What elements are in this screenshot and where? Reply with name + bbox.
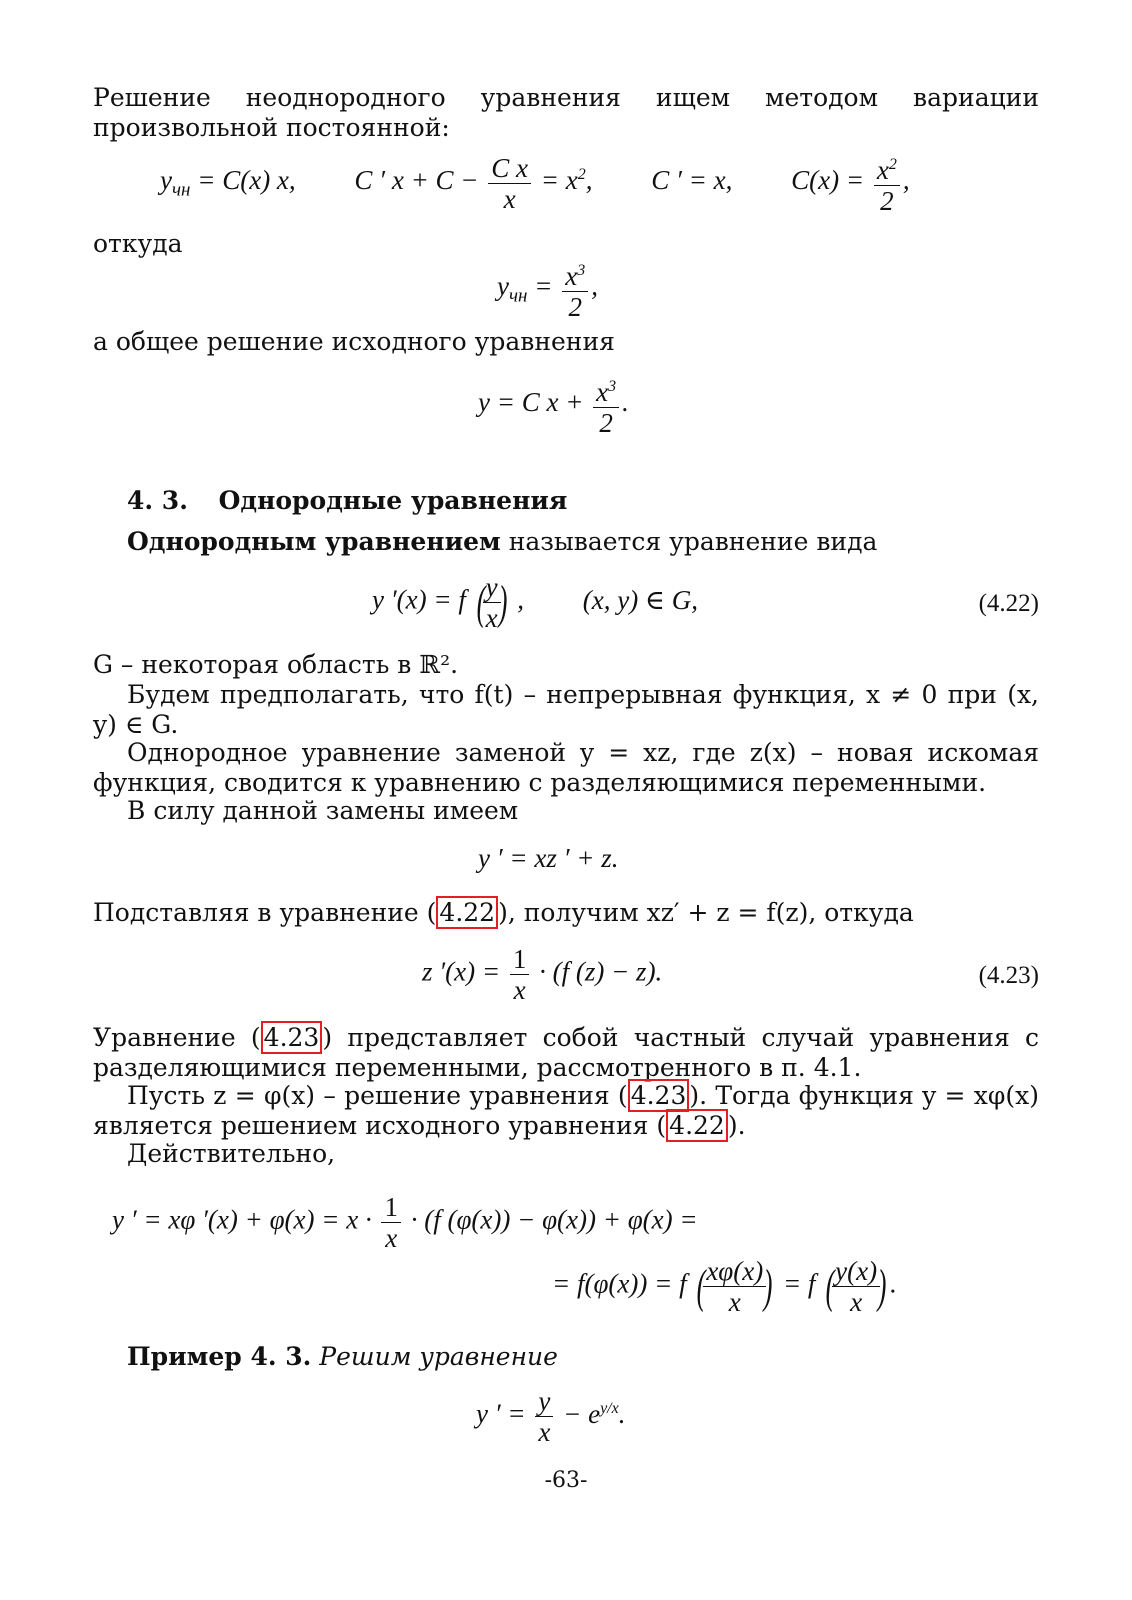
paragraph-variation: Решение неоднородного уравнения ищем методом вариации произвольной постоянной:: [93, 83, 1039, 142]
paragraph-let: Пусть z = φ(x) – решение уравнения ( 4.23 ). Тогда функция y = xφ(x) является решением исходного уравнения ( 4.22 ).: [93, 1081, 1039, 1140]
paragraph-by-substitution: В силу данной замены имеем: [127, 796, 519, 825]
word-otkuda: откуда: [93, 229, 183, 258]
equation-derivative: y ′ = xz ′ + z.: [478, 843, 619, 873]
equation-homogeneous: y ′(x) = f ( $\frac{y}{x}$ ) , (x, y) ∈ G,: [372, 572, 698, 633]
equation-proof-line1: y ′ = xφ ′(x) + φ(x) = x · $\frac{1}{x}$ · (f (φ(x)) − φ(x)) + φ(x) =: [112, 1192, 698, 1253]
paragraph-substitution: Однородное уравнение заменой y = xz, где z(x) – новая искомая функция, сводится к уравнению с разделяющимися переменными.: [93, 738, 1039, 797]
definition-term: Однородным уравнением: [127, 527, 501, 556]
ref-equation-423[interactable]: 4.23: [261, 1021, 323, 1054]
definition-rest: называется уравнение вида: [508, 527, 878, 556]
equation-variation: $y_{чн} = C(x)$ x, C ′ x + C − $\frac{\text{C x}}{x}$ = $x^2$, C ′ = x, C(x) = $\frac{x^2}{2}$ ,: [160, 150, 910, 216]
equation-number-422: (4.22): [978, 590, 1039, 617]
example-text: Решим уравнение: [319, 1342, 558, 1371]
equation-example: y ′ = $\frac{y}{x}$ − $e^{y/x}$.: [476, 1386, 626, 1447]
paragraph-definition: [93, 527, 1039, 557]
equation-z-prime: z ′(x) = $\frac{1}{x}$ · (f (z) − z).: [422, 944, 663, 1005]
ref-equation-422[interactable]: 4.22: [436, 896, 498, 929]
ref-equation-422-b[interactable]: 4.22: [666, 1109, 728, 1142]
paragraph-special-case: Уравнение ( 4.23 ) представляет собой частный случай уравнения с разделяющимися переменными, рассмотренного в п. 4.1.: [93, 1023, 1039, 1082]
equation-particular: $y_{чн}$ = $\frac{x^3}{2}$ ,: [497, 256, 598, 322]
equation-general-solution: y = C x + $\frac{x^3}{2}$ .: [478, 372, 629, 438]
paragraph-example: [93, 1342, 1039, 1372]
paragraph-region: G – некоторая область в ℝ².: [93, 650, 459, 679]
paragraph-substituting: Подставляя в уравнение ( 4.22 ), получим xz′ + z = f(z), откуда: [93, 898, 914, 927]
page-number: -63-: [544, 1468, 588, 1493]
section-title: Однородные уравнения: [218, 486, 568, 515]
equation-proof-line2: = f(φ(x)) = f ( $\frac{x\varphi(x)}{x}$ ) = f ( $\frac{y(x)}{x}$ ) .: [552, 1256, 897, 1317]
ref-equation-423-b[interactable]: 4.23: [628, 1079, 690, 1112]
paragraph-indeed: Действительно,: [127, 1139, 336, 1168]
paragraph-assume: Будем предполагать, что f(t) – непрерывная функция, x ≠ 0 при (x, y) ∈ G.: [93, 680, 1039, 739]
section-heading: [127, 486, 567, 516]
paragraph-general: а общее решение исходного уравнения: [93, 327, 615, 356]
example-label: Пример 4. 3.: [127, 1342, 312, 1371]
section-number: 4. 3.: [127, 486, 188, 515]
equation-number-423: (4.23): [978, 962, 1039, 989]
